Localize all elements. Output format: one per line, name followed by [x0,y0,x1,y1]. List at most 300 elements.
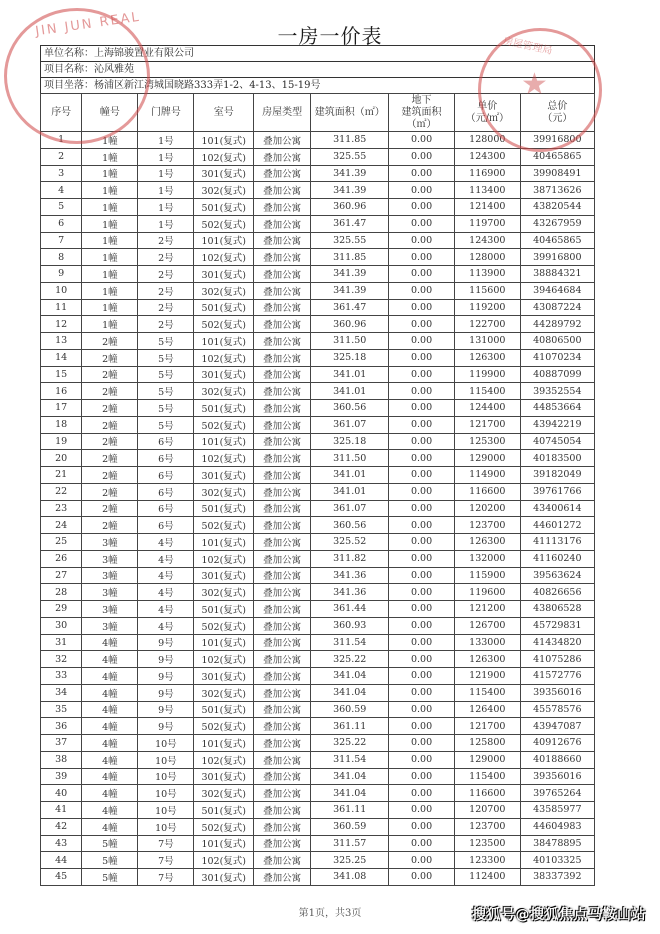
cell-building: 4幢 [82,651,138,668]
cell-type: 叠加公寓 [254,550,311,567]
cell-room: 501(复式) [194,299,254,316]
developer-label: 单位名称： [44,48,94,59]
cell-building: 4幢 [82,668,138,685]
cell-room: 301(复式) [194,668,254,685]
table-row [41,416,595,433]
cell-room: 302(复式) [194,684,254,701]
cell-room: 101(复式) [194,534,254,551]
cell-door: 1号 [138,165,194,182]
header-unit-price-line1: 单价 [477,100,498,112]
cell-underground-area: 0.00 [389,701,455,718]
header-room: 室号 [194,94,254,132]
cell-underground-area: 0.00 [389,818,455,835]
cell-room: 302(复式) [194,383,254,400]
cell-total-price: 43806528 [520,601,594,618]
cell-type: 叠加公寓 [254,215,311,232]
cell-door: 2号 [138,249,194,266]
cell-total-price: 43087224 [520,299,594,316]
cell-door: 9号 [138,651,194,668]
cell-door: 4号 [138,550,194,567]
seal-text: JIN JUN REAL [34,9,142,40]
cell-room: 502(复式) [194,215,254,232]
table-row [41,400,595,417]
cell-total-price: 40465865 [520,148,594,165]
table-row [41,299,595,316]
cell-area: 311.54 [311,634,389,651]
cell-unit-price: 119900 [454,366,520,383]
cell-room: 501(复式) [194,802,254,819]
header-underground-line3: （㎡） [406,118,437,130]
cell-room: 502(复式) [194,517,254,534]
cell-building: 1幢 [82,132,138,149]
cell-total-price: 38478895 [520,835,594,852]
cell-area: 325.22 [311,651,389,668]
cell-door: 4号 [138,584,194,601]
cell-room: 101(复式) [194,433,254,450]
cell-type: 叠加公寓 [254,249,311,266]
project-label: 项目名称： [44,64,94,75]
cell-underground-area: 0.00 [389,400,455,417]
cell-type: 叠加公寓 [254,316,311,333]
cell-underground-area: 0.00 [389,617,455,634]
cell-no: 13 [41,333,82,350]
cell-unit-price: 115400 [454,768,520,785]
cell-type: 叠加公寓 [254,132,311,149]
table-row [41,751,595,768]
table-row [41,500,595,517]
cell-building: 4幢 [82,634,138,651]
cell-underground-area: 0.00 [389,416,455,433]
cell-area: 341.08 [311,869,389,886]
cell-unit-price: 128000 [454,249,520,266]
cell-underground-area: 0.00 [389,651,455,668]
cell-building: 5幢 [82,852,138,869]
cell-no: 37 [41,735,82,752]
cell-unit-price: 126300 [454,349,520,366]
header-no: 序号 [41,94,82,132]
cell-total-price: 40745054 [520,433,594,450]
header-building: 幢号 [82,94,138,132]
cell-total-price: 44289792 [520,316,594,333]
table-row [41,199,595,216]
table-row [41,182,595,199]
cell-door: 2号 [138,299,194,316]
cell-no: 16 [41,383,82,400]
header-total-price [520,94,594,132]
cell-building: 1幢 [82,215,138,232]
cell-door: 1号 [138,199,194,216]
cell-room: 501(复式) [194,400,254,417]
cell-type: 叠加公寓 [254,818,311,835]
cell-building: 2幢 [82,416,138,433]
cell-building: 3幢 [82,617,138,634]
cell-no: 10 [41,282,82,299]
cell-room: 502(复式) [194,818,254,835]
cell-door: 5号 [138,416,194,433]
cell-total-price: 44853664 [520,400,594,417]
cell-door: 4号 [138,617,194,634]
cell-door: 9号 [138,634,194,651]
cell-area: 311.57 [311,835,389,852]
cell-room: 302(复式) [194,483,254,500]
cell-type: 叠加公寓 [254,634,311,651]
cell-total-price: 45578576 [520,701,594,718]
cell-unit-price: 125300 [454,433,520,450]
cell-door: 10号 [138,785,194,802]
cell-type: 叠加公寓 [254,567,311,584]
cell-unit-price: 123700 [454,517,520,534]
cell-door: 4号 [138,534,194,551]
cell-door: 9号 [138,718,194,735]
cell-total-price: 39464684 [520,282,594,299]
cell-door: 6号 [138,517,194,534]
cell-room: 301(复式) [194,869,254,886]
cell-type: 叠加公寓 [254,333,311,350]
developer-row [40,45,595,61]
cell-building: 2幢 [82,400,138,417]
cell-area: 360.56 [311,517,389,534]
cell-unit-price: 124300 [454,232,520,249]
table-row [41,802,595,819]
cell-unit-price: 116600 [454,483,520,500]
cell-unit-price: 126300 [454,651,520,668]
cell-underground-area: 0.00 [389,550,455,567]
cell-area: 361.11 [311,802,389,819]
cell-no: 26 [41,550,82,567]
cell-area: 325.22 [311,735,389,752]
cell-total-price: 41113176 [520,534,594,551]
cell-type: 叠加公寓 [254,785,311,802]
cell-door: 10号 [138,768,194,785]
cell-no: 15 [41,366,82,383]
cell-door: 2号 [138,266,194,283]
cell-unit-price: 116900 [454,165,520,182]
cell-no: 21 [41,467,82,484]
cell-area: 341.39 [311,282,389,299]
cell-underground-area: 0.00 [389,433,455,450]
table-row [41,316,595,333]
cell-total-price: 39563624 [520,567,594,584]
cell-total-price: 39356016 [520,684,594,701]
cell-door: 5号 [138,333,194,350]
cell-no: 1 [41,132,82,149]
cell-door: 4号 [138,567,194,584]
price-sheet [40,45,595,886]
cell-underground-area: 0.00 [389,132,455,149]
cell-room: 101(复式) [194,232,254,249]
table-row [41,333,595,350]
table-row [41,517,595,534]
cell-building: 3幢 [82,584,138,601]
cell-underground-area: 0.00 [389,383,455,400]
cell-unit-price: 115900 [454,567,520,584]
cell-underground-area: 0.00 [389,534,455,551]
table-row [41,668,595,685]
cell-area: 311.85 [311,249,389,266]
cell-unit-price: 124400 [454,400,520,417]
cell-unit-price: 123500 [454,835,520,852]
cell-area: 341.04 [311,768,389,785]
cell-room: 502(复式) [194,718,254,735]
developer-value: 上海锦骏置业有限公司 [94,48,194,59]
cell-door: 2号 [138,232,194,249]
table-row [41,249,595,266]
table-row [41,735,595,752]
cell-no: 22 [41,483,82,500]
cell-unit-price: 113400 [454,182,520,199]
cell-unit-price: 115600 [454,282,520,299]
cell-door: 10号 [138,735,194,752]
seal-text: 房屋管理局 [501,35,554,58]
cell-building: 1幢 [82,199,138,216]
cell-unit-price: 126700 [454,617,520,634]
table-row [41,483,595,500]
cell-area: 325.52 [311,534,389,551]
cell-no: 40 [41,785,82,802]
cell-building: 4幢 [82,701,138,718]
cell-type: 叠加公寓 [254,148,311,165]
cell-no: 33 [41,668,82,685]
cell-door: 2号 [138,316,194,333]
table-row [41,215,595,232]
cell-no: 5 [41,199,82,216]
cell-type: 叠加公寓 [254,617,311,634]
cell-door: 7号 [138,852,194,869]
cell-underground-area: 0.00 [389,768,455,785]
cell-room: 301(复式) [194,266,254,283]
header-area: 建筑面积（㎡） [311,94,389,132]
cell-room: 501(复式) [194,701,254,718]
cell-total-price: 39352554 [520,383,594,400]
cell-no: 6 [41,215,82,232]
cell-type: 叠加公寓 [254,701,311,718]
cell-type: 叠加公寓 [254,768,311,785]
document-title: 一房一价表 [277,24,383,48]
cell-unit-price: 126300 [454,534,520,551]
cell-unit-price: 122700 [454,316,520,333]
header-total-line2: （元） [542,112,573,124]
cell-area: 341.39 [311,182,389,199]
cell-building: 1幢 [82,282,138,299]
cell-underground-area: 0.00 [389,182,455,199]
cell-room: 102(复式) [194,852,254,869]
cell-total-price: 40912676 [520,735,594,752]
cell-unit-price: 119200 [454,299,520,316]
table-row [41,684,595,701]
cell-underground-area: 0.00 [389,802,455,819]
cell-underground-area: 0.00 [389,232,455,249]
table-row [41,768,595,785]
cell-underground-area: 0.00 [389,735,455,752]
header-type: 房屋类型 [254,94,311,132]
table-header-row [41,94,595,132]
project-value: 沁风雅苑 [94,64,134,75]
cell-no: 28 [41,584,82,601]
header-unit-price-line2: （元/㎡） [465,112,509,124]
cell-total-price: 40806500 [520,333,594,350]
table-row [41,383,595,400]
cell-underground-area: 0.00 [389,282,455,299]
cell-door: 6号 [138,433,194,450]
cell-no: 3 [41,165,82,182]
cell-unit-price: 121700 [454,416,520,433]
cell-unit-price: 131000 [454,333,520,350]
cell-total-price: 43942219 [520,416,594,433]
cell-room: 502(复式) [194,617,254,634]
cell-room: 302(复式) [194,282,254,299]
cell-building: 2幢 [82,500,138,517]
cell-area: 361.07 [311,416,389,433]
cell-type: 叠加公寓 [254,349,311,366]
cell-room: 102(复式) [194,349,254,366]
cell-underground-area: 0.00 [389,500,455,517]
cell-no: 24 [41,517,82,534]
cell-building: 1幢 [82,266,138,283]
cell-building: 2幢 [82,366,138,383]
cell-total-price: 40188660 [520,751,594,768]
cell-unit-price: 121900 [454,668,520,685]
cell-total-price: 38884321 [520,266,594,283]
cell-building: 2幢 [82,333,138,350]
cell-no: 9 [41,266,82,283]
header-total-line1: 总价 [547,100,568,112]
cell-building: 2幢 [82,517,138,534]
cell-no: 14 [41,349,82,366]
cell-unit-price: 132000 [454,550,520,567]
cell-total-price: 43947087 [520,718,594,735]
cell-total-price: 45729831 [520,617,594,634]
cell-underground-area: 0.00 [389,366,455,383]
cell-door: 1号 [138,148,194,165]
cell-area: 341.39 [311,165,389,182]
cell-room: 502(复式) [194,416,254,433]
cell-room: 501(复式) [194,199,254,216]
table-row [41,651,595,668]
cell-underground-area: 0.00 [389,517,455,534]
cell-total-price: 40103325 [520,852,594,869]
cell-underground-area: 0.00 [389,199,455,216]
cell-area: 311.82 [311,550,389,567]
cell-underground-area: 0.00 [389,483,455,500]
cell-underground-area: 0.00 [389,148,455,165]
cell-building: 3幢 [82,601,138,618]
table-row [41,601,595,618]
cell-door: 10号 [138,802,194,819]
cell-type: 叠加公寓 [254,467,311,484]
header-door: 门牌号 [138,94,194,132]
price-table [40,93,595,886]
cell-no: 18 [41,416,82,433]
table-row [41,567,595,584]
cell-total-price: 38713626 [520,182,594,199]
cell-unit-price: 126400 [454,701,520,718]
address-value: 杨浦区新江湾城国晓路333弄1-2、4-13、15-19号 [94,80,321,91]
cell-building: 1幢 [82,148,138,165]
cell-room: 301(复式) [194,768,254,785]
cell-building: 5幢 [82,869,138,886]
cell-no: 12 [41,316,82,333]
cell-room: 102(复式) [194,550,254,567]
cell-area: 325.25 [311,852,389,869]
cell-no: 7 [41,232,82,249]
cell-no: 42 [41,818,82,835]
cell-area: 341.01 [311,467,389,484]
table-row [41,282,595,299]
cell-area: 325.18 [311,433,389,450]
cell-door: 5号 [138,366,194,383]
cell-no: 27 [41,567,82,584]
cell-type: 叠加公寓 [254,165,311,182]
project-row [40,61,595,77]
cell-unit-price: 120200 [454,500,520,517]
cell-door: 5号 [138,400,194,417]
cell-no: 30 [41,617,82,634]
cell-total-price: 40826656 [520,584,594,601]
cell-area: 311.50 [311,333,389,350]
cell-door: 2号 [138,282,194,299]
cell-unit-price: 128000 [454,132,520,149]
cell-unit-price: 121700 [454,718,520,735]
cell-room: 302(复式) [194,182,254,199]
cell-building: 1幢 [82,249,138,266]
table-row [41,835,595,852]
cell-underground-area: 0.00 [389,249,455,266]
cell-underground-area: 0.00 [389,584,455,601]
cell-type: 叠加公寓 [254,584,311,601]
table-row [41,617,595,634]
cell-total-price: 44604983 [520,818,594,835]
cell-underground-area: 0.00 [389,601,455,618]
cell-building: 4幢 [82,751,138,768]
cell-total-price: 39765264 [520,785,594,802]
cell-door: 9号 [138,701,194,718]
cell-door: 10号 [138,751,194,768]
cell-underground-area: 0.00 [389,718,455,735]
table-row [41,148,595,165]
cell-building: 4幢 [82,768,138,785]
cell-total-price: 39356016 [520,768,594,785]
cell-building: 2幢 [82,349,138,366]
cell-no: 45 [41,869,82,886]
cell-total-price: 38337392 [520,869,594,886]
table-row [41,450,595,467]
cell-room: 302(复式) [194,785,254,802]
cell-area: 341.04 [311,668,389,685]
cell-no: 8 [41,249,82,266]
cell-building: 4幢 [82,785,138,802]
cell-room: 101(复式) [194,634,254,651]
cell-unit-price: 119700 [454,215,520,232]
cell-total-price: 41075286 [520,651,594,668]
cell-total-price: 40465865 [520,232,594,249]
cell-unit-price: 121200 [454,601,520,618]
cell-area: 361.47 [311,215,389,232]
cell-unit-price: 125800 [454,735,520,752]
cell-room: 102(复式) [194,249,254,266]
cell-type: 叠加公寓 [254,266,311,283]
cell-type: 叠加公寓 [254,651,311,668]
cell-area: 361.44 [311,601,389,618]
cell-no: 19 [41,433,82,450]
cell-total-price: 43585977 [520,802,594,819]
cell-underground-area: 0.00 [389,869,455,886]
cell-building: 3幢 [82,550,138,567]
cell-underground-area: 0.00 [389,634,455,651]
address-row [40,77,595,93]
cell-area: 360.56 [311,400,389,417]
cell-area: 360.93 [311,617,389,634]
cell-type: 叠加公寓 [254,668,311,685]
